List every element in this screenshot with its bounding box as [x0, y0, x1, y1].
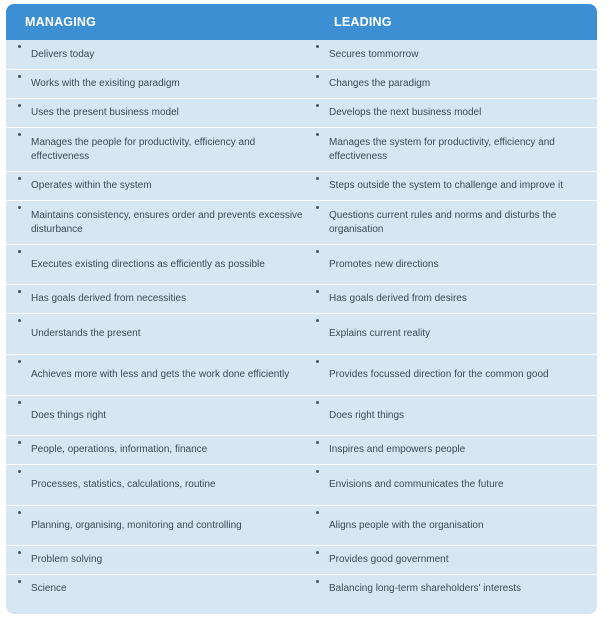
managing-cell — [13, 575, 303, 603]
managing-text: Uses the present business model — [31, 107, 179, 118]
bullet-icon — [316, 319, 319, 322]
managing-heading: MANAGING — [25, 15, 97, 29]
leading-cell — [311, 506, 593, 545]
leading-cell — [311, 40, 593, 69]
leading-text: Provides focussed direction for the common good — [329, 369, 549, 380]
bullet-icon — [316, 250, 319, 253]
table-body — [6, 40, 597, 603]
managing-text: Works with the exisiting paradigm — [31, 78, 180, 89]
leading-cell — [311, 436, 593, 464]
bullet-icon — [18, 290, 21, 293]
leading-cell — [311, 546, 593, 574]
table-row — [6, 313, 597, 354]
bullet-icon — [316, 290, 319, 293]
managing-cell — [13, 436, 303, 464]
leading-cell — [311, 172, 593, 200]
managing-text: Has goals derived from necessities — [31, 293, 187, 304]
table-row — [6, 574, 597, 603]
bullet-icon — [18, 45, 21, 48]
managing-cell — [13, 465, 303, 505]
bullet-icon — [316, 511, 319, 514]
table-header — [6, 4, 597, 40]
managing-cell — [13, 546, 303, 574]
bullet-icon — [316, 580, 319, 583]
managing-text: Understands the present — [31, 328, 141, 339]
managing-cell — [13, 396, 303, 435]
table-row — [6, 127, 597, 171]
bullet-icon — [18, 470, 21, 473]
bullet-icon — [18, 319, 21, 322]
leading-text: Explains current reality — [329, 328, 431, 339]
managing-cell — [13, 245, 303, 284]
table-row — [6, 98, 597, 127]
managing-cell — [13, 40, 303, 69]
table-row — [6, 435, 597, 464]
managing-text: Science — [31, 583, 67, 594]
table-row — [6, 464, 597, 505]
bullet-icon — [18, 551, 21, 554]
managing-text: Manages the people for productivity, efficiency and effectiveness — [31, 136, 256, 162]
bullet-icon — [316, 177, 319, 180]
managing-cell — [13, 201, 303, 244]
table-row — [6, 505, 597, 545]
bullet-icon — [316, 401, 319, 404]
leading-cell — [311, 575, 593, 603]
managing-text: Delivers today — [31, 48, 95, 60]
leading-cell — [311, 128, 593, 171]
leading-text: Provides good government — [329, 554, 449, 565]
bullet-icon — [316, 133, 319, 136]
leading-text: Changes the paradigm — [329, 78, 431, 89]
table-row — [6, 395, 597, 435]
managing-text: Processes, statistics, calculations, routine — [31, 479, 216, 490]
managing-text: Operates within the system — [31, 180, 152, 191]
leading-cell — [311, 201, 593, 244]
leading-text: Secures tommorrow — [329, 48, 419, 60]
comparison-table — [6, 4, 597, 614]
leading-cell — [311, 285, 593, 313]
bullet-icon — [18, 511, 21, 514]
bullet-icon — [316, 441, 319, 444]
leading-text: Aligns people with the organisation — [329, 519, 484, 531]
bullet-icon — [18, 360, 21, 363]
leading-text: Questions current rules and norms and disturbs the organisation — [329, 209, 557, 235]
leading-cell — [311, 355, 593, 395]
managing-text: Achieves more with less and gets the work done efficiently — [31, 369, 290, 380]
managing-text: Executes existing directions as efficiently as possible — [31, 258, 265, 270]
managing-cell — [13, 506, 303, 545]
leading-text: Has goals derived from desires — [329, 293, 467, 304]
leading-text: Envisions and communicates the future — [329, 479, 504, 490]
leading-cell — [311, 99, 593, 127]
managing-cell — [13, 314, 303, 354]
leading-cell — [311, 396, 593, 435]
leading-text: Balancing long-term shareholders' interests — [329, 583, 522, 594]
table-row — [6, 244, 597, 284]
managing-cell — [13, 285, 303, 313]
managing-text: Planning, organising, monitoring and controlling — [31, 519, 242, 531]
managing-text: Problem solving — [31, 554, 103, 565]
bullet-icon — [18, 133, 21, 136]
bullet-icon — [18, 250, 21, 253]
bullet-icon — [18, 104, 21, 107]
managing-text: Does things right — [31, 409, 107, 421]
table-row — [6, 171, 597, 200]
table-row — [6, 69, 597, 98]
leading-cell — [311, 245, 593, 284]
bullet-icon — [316, 551, 319, 554]
bullet-icon — [18, 401, 21, 404]
leading-cell — [311, 70, 593, 98]
bullet-icon — [18, 580, 21, 583]
table-row — [6, 284, 597, 313]
managing-cell — [13, 128, 303, 171]
table-row — [6, 200, 597, 244]
managing-text: Maintains consistency, ensures order and prevents excessive disturbance — [31, 209, 303, 235]
leading-cell — [311, 465, 593, 505]
leading-text: Develops the next business model — [329, 107, 482, 118]
managing-cell — [13, 99, 303, 127]
leading-cell — [311, 314, 593, 354]
leading-heading: LEADING — [334, 15, 392, 29]
managing-text: People, operations, information, finance — [31, 444, 208, 455]
bullet-icon — [316, 206, 319, 209]
managing-cell — [13, 172, 303, 200]
managing-cell — [13, 355, 303, 395]
bullet-icon — [316, 75, 319, 78]
bullet-icon — [316, 45, 319, 48]
bullet-icon — [316, 360, 319, 363]
table-row — [6, 40, 597, 69]
leading-text: Steps outside the system to challenge and improve it — [329, 180, 564, 191]
leading-text: Manages the system for productivity, efficiency and effectiveness — [329, 136, 555, 162]
bullet-icon — [18, 441, 21, 444]
table-row — [6, 545, 597, 574]
bullet-icon — [316, 104, 319, 107]
leading-text: Inspires and empowers people — [329, 444, 466, 455]
bullet-icon — [18, 75, 21, 78]
leading-text: Does right things — [329, 409, 405, 421]
table-row — [6, 354, 597, 395]
managing-cell — [13, 70, 303, 98]
bullet-icon — [18, 177, 21, 180]
bullet-icon — [316, 470, 319, 473]
leading-text: Promotes new directions — [329, 258, 439, 270]
bullet-icon — [18, 206, 21, 209]
